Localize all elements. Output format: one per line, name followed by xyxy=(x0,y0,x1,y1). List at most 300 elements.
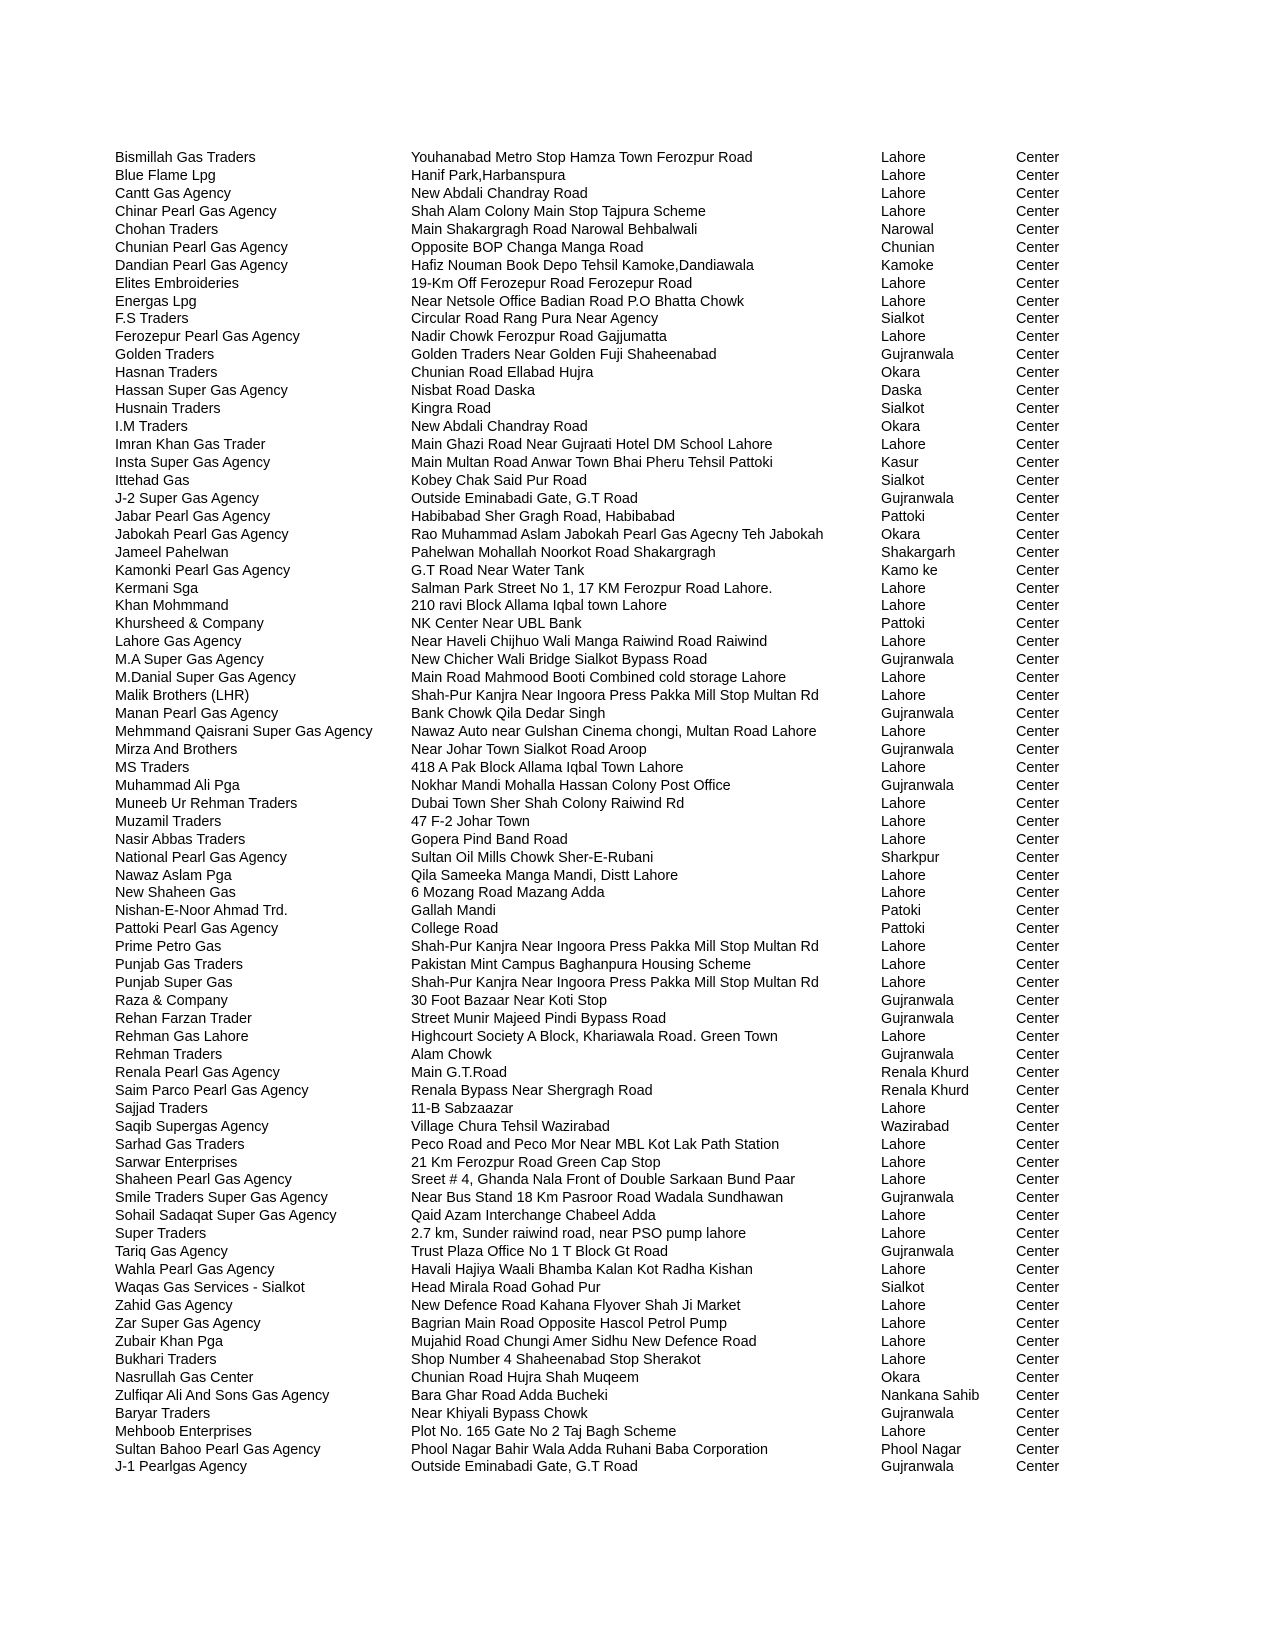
agency-name-cell: Kamonki Pearl Gas Agency xyxy=(115,562,291,579)
address-cell: Alam Chowk xyxy=(411,1046,492,1063)
address-cell: G.T Road Near Water Tank xyxy=(411,562,585,579)
region-cell: Center xyxy=(1016,921,1060,938)
city-cell: Gujranwala xyxy=(881,1244,954,1261)
city-cell: Gujranwala xyxy=(881,706,954,723)
table-row xyxy=(115,706,1115,724)
table-row xyxy=(115,670,1115,688)
city-cell: Lahore xyxy=(881,167,926,184)
address-cell: Main Road Mahmood Booti Combined cold storage Lahore xyxy=(411,670,787,687)
region-cell: Center xyxy=(1016,1369,1060,1386)
agency-name-cell: Punjab Super Gas xyxy=(115,975,233,992)
city-cell: Lahore xyxy=(881,1351,926,1368)
region-cell: Center xyxy=(1016,1351,1060,1368)
table-row xyxy=(115,1190,1115,1208)
table-row xyxy=(115,365,1115,383)
table-row xyxy=(115,1459,1115,1477)
agency-name-cell: M.Danial Super Gas Agency xyxy=(115,670,296,687)
city-cell: Gujranwala xyxy=(881,1405,954,1422)
address-cell: New Chicher Wali Bridge Sialkot Bypass Road xyxy=(411,652,708,669)
agency-name-cell: Husnain Traders xyxy=(115,401,221,418)
region-cell: Center xyxy=(1016,670,1060,687)
table-row xyxy=(115,903,1115,921)
agency-name-cell: Smile Traders Super Gas Agency xyxy=(115,1190,328,1207)
table-row xyxy=(115,527,1115,545)
city-cell: Gujranwala xyxy=(881,993,954,1010)
address-cell: New Abdali Chandray Road xyxy=(411,185,588,202)
city-cell: Lahore xyxy=(881,1298,926,1314)
city-cell: Lahore xyxy=(881,1136,926,1153)
city-cell: Lahore xyxy=(881,185,926,202)
region-cell: Center xyxy=(1016,1423,1060,1440)
region-cell: Center xyxy=(1016,777,1060,794)
address-cell: Nokhar Mandi Mohalla Hassan Colony Post Office xyxy=(411,777,731,794)
city-cell: Nankana Sahib xyxy=(881,1387,980,1404)
city-cell: Gujranwala xyxy=(881,1190,954,1207)
address-cell: Shah-Pur Kanjra Near Ingoora Press Pakka Mill Stop Multan Rd xyxy=(411,975,819,992)
table-row xyxy=(115,1101,1115,1119)
region-cell: Center xyxy=(1016,724,1060,740)
city-cell: Lahore xyxy=(881,203,926,220)
city-cell: Sialkot xyxy=(881,472,925,489)
table-row xyxy=(115,563,1115,581)
region-cell: Center xyxy=(1016,1387,1060,1404)
city-cell: Lahore xyxy=(881,580,926,597)
city-cell: Lahore xyxy=(881,975,926,992)
agency-name-cell: Rehman Gas Lahore xyxy=(115,1028,249,1045)
agency-name-cell: Rehman Traders xyxy=(115,1046,223,1063)
city-cell: Kamoke xyxy=(881,257,934,274)
city-cell: Okara xyxy=(881,419,921,436)
agency-name-cell: Rehan Farzan Trader xyxy=(115,1011,252,1027)
city-cell: Lahore xyxy=(881,1333,926,1350)
address-cell: Youhanabad Metro Stop Hamza Town Ferozpur Road xyxy=(411,150,753,166)
agency-name-cell: Raza & Company xyxy=(115,993,228,1010)
region-cell: Center xyxy=(1016,508,1060,525)
region-cell: Center xyxy=(1016,795,1060,812)
region-cell: Center xyxy=(1016,257,1060,274)
address-cell: Near Netsole Office Badian Road P.O Bhatta Chowk xyxy=(411,293,745,310)
address-cell: Rao Muhammad Aslam Jabokah Pearl Gas Agecny Teh Jabokah xyxy=(411,526,824,543)
agency-name-cell: Sarhad Gas Traders xyxy=(115,1136,245,1153)
region-cell: Center xyxy=(1016,544,1060,561)
city-cell: Renala Khurd xyxy=(881,1064,970,1081)
region-cell: Center xyxy=(1016,1118,1060,1135)
address-cell: Hafiz Nouman Book Depo Tehsil Kamoke,Dandiawala xyxy=(411,257,754,274)
agency-name-cell: Wahla Pearl Gas Agency xyxy=(115,1262,275,1279)
table-row xyxy=(115,688,1115,706)
region-cell: Center xyxy=(1016,616,1060,633)
table-row xyxy=(115,329,1115,347)
address-cell: Phool Nagar Bahir Wala Adda Ruhani Baba Corporation xyxy=(411,1441,769,1458)
address-cell: Plot No. 165 Gate No 2 Taj Bagh Scheme xyxy=(411,1423,677,1440)
city-cell: Lahore xyxy=(881,957,926,974)
address-cell: Pakistan Mint Campus Baghanpura Housing Scheme xyxy=(411,957,751,974)
table-row xyxy=(115,240,1115,258)
table-row xyxy=(115,276,1115,294)
agency-name-cell: Nishan-E-Noor Ahmad Trd. xyxy=(115,903,288,920)
address-cell: Hanif Park,Harbanspura xyxy=(411,167,566,184)
address-cell: Head Mirala Road Gohad Pur xyxy=(411,1280,601,1297)
agency-name-cell: Ittehad Gas xyxy=(115,472,190,489)
agency-name-cell: Pattoki Pearl Gas Agency xyxy=(115,921,279,938)
region-cell: Center xyxy=(1016,1064,1060,1081)
region-cell: Center xyxy=(1016,993,1060,1010)
address-cell: Qaid Azam Interchange Chabeel Adda xyxy=(411,1208,656,1225)
city-cell: Lahore xyxy=(881,1226,926,1243)
agency-name-cell: Cantt Gas Agency xyxy=(115,185,231,202)
agency-name-cell: Mehboob Enterprises xyxy=(115,1423,252,1440)
city-cell: Lahore xyxy=(881,1208,926,1225)
table-row xyxy=(115,1155,1115,1173)
agency-name-cell: Saim Parco Pearl Gas Agency xyxy=(115,1082,309,1099)
region-cell: Center xyxy=(1016,706,1060,723)
city-cell: Patoki xyxy=(881,903,921,920)
city-cell: Gujranwala xyxy=(881,1459,954,1476)
agency-name-cell: J-1 Pearlgas Agency xyxy=(115,1459,247,1476)
region-cell: Center xyxy=(1016,957,1060,974)
agency-name-cell: Renala Pearl Gas Agency xyxy=(115,1064,280,1081)
agency-name-cell: Bismillah Gas Traders xyxy=(115,150,256,166)
agency-name-cell: Chohan Traders xyxy=(115,221,219,238)
agency-name-cell: Hassan Super Gas Agency xyxy=(115,383,288,400)
city-cell: Lahore xyxy=(881,1028,926,1045)
region-cell: Center xyxy=(1016,383,1060,400)
table-row xyxy=(115,186,1115,204)
region-cell: Center xyxy=(1016,526,1060,543)
city-cell: Lahore xyxy=(881,1423,926,1440)
city-cell: Phool Nagar xyxy=(881,1441,961,1458)
table-row xyxy=(115,850,1115,868)
region-cell: Center xyxy=(1016,1100,1060,1117)
agency-name-cell: Jameel Pahelwan xyxy=(115,544,229,561)
address-cell: Golden Traders Near Golden Fuji Shaheenabad xyxy=(411,347,717,364)
agency-name-cell: Nasir Abbas Traders xyxy=(115,831,246,848)
city-cell: Daska xyxy=(881,383,922,400)
city-cell: Gujranwala xyxy=(881,652,954,669)
agency-name-cell: Manan Pearl Gas Agency xyxy=(115,706,279,723)
city-cell: Lahore xyxy=(881,795,926,812)
region-cell: Center xyxy=(1016,562,1060,579)
address-cell: Main Ghazi Road Near Gujraati Hotel DM School Lahore xyxy=(411,437,773,453)
address-cell: Dubai Town Sher Shah Colony Raiwind Rd xyxy=(411,795,685,812)
address-cell: Opposite BOP Changa Manga Road xyxy=(411,239,644,256)
address-cell: 30 Foot Bazaar Near Koti Stop xyxy=(411,993,607,1010)
address-cell: 2.7 km, Sunder raiwind road, near PSO pump lahore xyxy=(411,1226,747,1243)
city-cell: Sialkot xyxy=(881,1280,925,1297)
agency-name-cell: Sohail Sadaqat Super Gas Agency xyxy=(115,1208,337,1225)
table-row xyxy=(115,993,1115,1011)
region-cell: Center xyxy=(1016,1172,1060,1189)
city-cell: Sialkot xyxy=(881,311,925,328)
region-cell: Center xyxy=(1016,1082,1060,1099)
table-row xyxy=(115,383,1115,401)
agency-name-cell: Golden Traders xyxy=(115,347,215,364)
region-cell: Center xyxy=(1016,1262,1060,1279)
table-row xyxy=(115,1208,1115,1226)
region-cell: Center xyxy=(1016,903,1060,920)
address-cell: Gallah Mandi xyxy=(411,903,496,920)
city-cell: Lahore xyxy=(881,598,926,615)
agency-name-cell: M.A Super Gas Agency xyxy=(115,652,264,669)
city-cell: Pattoki xyxy=(881,508,925,525)
agency-name-cell: Khan Mohmmand xyxy=(115,598,229,615)
address-cell: 21 Km Ferozpur Road Green Cap Stop xyxy=(411,1154,661,1171)
region-cell: Center xyxy=(1016,167,1060,184)
city-cell: Gujranwala xyxy=(881,347,954,364)
address-cell: Habibabad Sher Gragh Road, Habibabad xyxy=(411,508,676,525)
table-row xyxy=(115,957,1115,975)
table-row xyxy=(115,652,1115,670)
agency-name-cell: Nasrullah Gas Center xyxy=(115,1369,254,1386)
city-cell: Lahore xyxy=(881,885,926,902)
address-cell: Sreet # 4, Ghanda Nala Front of Double Sarkaan Bund Paar xyxy=(411,1172,795,1189)
agency-name-cell: Super Traders xyxy=(115,1226,207,1243)
address-cell: Chunian Road Ellabad Hujra xyxy=(411,365,594,382)
agency-name-cell: Zubair Khan Pga xyxy=(115,1333,224,1350)
region-cell: Center xyxy=(1016,975,1060,992)
city-cell: Lahore xyxy=(881,670,926,687)
table-row xyxy=(115,1280,1115,1298)
region-cell: Center xyxy=(1016,759,1060,776)
address-cell: Nawaz Auto near Gulshan Cinema chongi, Multan Road Lahore xyxy=(411,724,817,740)
address-cell: Street Munir Majeed Pindi Bypass Road xyxy=(411,1011,667,1027)
address-cell: Pahelwan Mohallah Noorkot Road Shakargragh xyxy=(411,544,716,561)
agency-name-cell: Kermani Sga xyxy=(115,580,199,597)
agency-name-cell: Sajjad Traders xyxy=(115,1100,208,1117)
address-cell: NK Center Near UBL Bank xyxy=(411,616,582,633)
address-cell: Sultan Oil Mills Chowk Sher-E-Rubani xyxy=(411,849,654,866)
table-row xyxy=(115,616,1115,634)
agency-name-cell: Malik Brothers (LHR) xyxy=(115,688,250,705)
address-cell: Qila Sameeka Manga Mandi, Distt Lahore xyxy=(411,867,679,884)
city-cell: Wazirabad xyxy=(881,1118,950,1135)
region-cell: Center xyxy=(1016,652,1060,669)
agency-name-cell: Khursheed & Company xyxy=(115,616,264,633)
address-cell: Renala Bypass Near Shergragh Road xyxy=(411,1082,653,1099)
region-cell: Center xyxy=(1016,419,1060,436)
address-cell: 47 F-2 Johar Town xyxy=(411,813,530,830)
region-cell: Center xyxy=(1016,849,1060,866)
agency-name-cell: Jabokah Pearl Gas Agency xyxy=(115,526,289,543)
city-cell: Lahore xyxy=(881,293,926,310)
table-row xyxy=(115,885,1115,903)
table-row xyxy=(115,598,1115,616)
region-cell: Center xyxy=(1016,1315,1060,1332)
region-cell: Center xyxy=(1016,1011,1060,1027)
city-cell: Lahore xyxy=(881,939,926,956)
address-cell: 19-Km Off Ferozepur Road Ferozepur Road xyxy=(411,275,693,292)
table-row xyxy=(115,491,1115,509)
city-cell: Lahore xyxy=(881,1100,926,1117)
region-cell: Center xyxy=(1016,347,1060,364)
address-cell: Bagrian Main Road Opposite Hascol Petrol Pump xyxy=(411,1315,727,1332)
region-cell: Center xyxy=(1016,1405,1060,1422)
city-cell: Lahore xyxy=(881,1262,926,1279)
agency-name-cell: Jabar Pearl Gas Agency xyxy=(115,508,271,525)
city-cell: Lahore xyxy=(881,437,926,453)
address-cell: Trust Plaza Office No 1 T Block Gt Road xyxy=(411,1244,669,1261)
region-cell: Center xyxy=(1016,454,1060,471)
address-cell: Shah-Pur Kanjra Near Ingoora Press Pakka Mill Stop Multan Rd xyxy=(411,688,819,705)
address-cell: Shah-Pur Kanjra Near Ingoora Press Pakka Mill Stop Multan Rd xyxy=(411,939,819,956)
agency-name-cell: Prime Petro Gas xyxy=(115,939,222,956)
table-row xyxy=(115,760,1115,778)
agency-name-cell: Imran Khan Gas Trader xyxy=(115,437,266,453)
agency-name-cell: Hasnan Traders xyxy=(115,365,218,382)
city-cell: Lahore xyxy=(881,1172,926,1189)
agency-name-cell: Chunian Pearl Gas Agency xyxy=(115,239,288,256)
table-row xyxy=(115,1047,1115,1065)
address-cell: Near Johar Town Sialkot Road Aroop xyxy=(411,741,647,758)
address-cell: Kingra Road xyxy=(411,401,491,418)
address-cell: 418 A Pak Block Allama Iqbal Town Lahore xyxy=(411,759,684,776)
address-cell: Circular Road Rang Pura Near Agency xyxy=(411,311,659,328)
agency-name-cell: J-2 Super Gas Agency xyxy=(115,490,259,507)
table-row xyxy=(115,1029,1115,1047)
agency-name-cell: Insta Super Gas Agency xyxy=(115,454,271,471)
agency-name-cell: Baryar Traders xyxy=(115,1405,211,1422)
region-cell: Center xyxy=(1016,1441,1060,1458)
agency-name-cell: Tariq Gas Agency xyxy=(115,1244,228,1261)
agency-name-cell: F.S Traders xyxy=(115,311,189,328)
table-row xyxy=(115,975,1115,993)
address-cell: Outside Eminabadi Gate, G.T Road xyxy=(411,490,638,507)
agency-name-cell: Blue Flame Lpg xyxy=(115,167,216,184)
table-row xyxy=(115,796,1115,814)
region-cell: Center xyxy=(1016,741,1060,758)
region-cell: Center xyxy=(1016,1136,1060,1153)
region-cell: Center xyxy=(1016,1280,1060,1297)
table-row xyxy=(115,1334,1115,1352)
table-row xyxy=(115,168,1115,186)
region-cell: Center xyxy=(1016,813,1060,830)
city-cell: Gujranwala xyxy=(881,1046,954,1063)
table-row xyxy=(115,347,1115,365)
table-row xyxy=(115,545,1115,563)
table-row xyxy=(115,1083,1115,1101)
address-cell: Main G.T.Road xyxy=(411,1064,507,1081)
region-cell: Center xyxy=(1016,634,1060,651)
agency-name-cell: I.M Traders xyxy=(115,419,188,436)
region-cell: Center xyxy=(1016,1298,1060,1314)
city-cell: Okara xyxy=(881,365,921,382)
address-cell: Village Chura Tehsil Wazirabad xyxy=(411,1118,610,1135)
address-cell: Bara Ghar Road Adda Bucheki xyxy=(411,1387,608,1404)
city-cell: Lahore xyxy=(881,634,926,651)
table-row xyxy=(115,401,1115,419)
table-row xyxy=(115,258,1115,276)
city-cell: Gujranwala xyxy=(881,741,954,758)
table-row xyxy=(115,1388,1115,1406)
region-cell: Center xyxy=(1016,1154,1060,1171)
region-cell: Center xyxy=(1016,1028,1060,1045)
table-row xyxy=(115,1298,1115,1316)
agency-name-cell: Nawaz Aslam Pga xyxy=(115,867,232,884)
table-row xyxy=(115,1065,1115,1083)
address-cell: Peco Road and Peco Mor Near MBL Kot Lak Path Station xyxy=(411,1136,780,1153)
table-row xyxy=(115,581,1115,599)
agency-name-cell: Mirza And Brothers xyxy=(115,741,238,758)
region-cell: Center xyxy=(1016,311,1060,328)
region-cell: Center xyxy=(1016,1208,1060,1225)
city-cell: Lahore xyxy=(881,688,926,705)
table-row xyxy=(115,204,1115,222)
region-cell: Center xyxy=(1016,1333,1060,1350)
city-cell: Gujranwala xyxy=(881,490,954,507)
agency-name-cell: Shaheen Pearl Gas Agency xyxy=(115,1172,292,1189)
address-cell: Salman Park Street No 1, 17 KM Ferozpur Road Lahore. xyxy=(411,580,773,597)
table-row xyxy=(115,1406,1115,1424)
city-cell: Kasur xyxy=(881,454,919,471)
region-cell: Center xyxy=(1016,203,1060,220)
table-row xyxy=(115,1424,1115,1442)
table-row xyxy=(115,742,1115,760)
address-cell: Shop Number 4 Shaheenabad Stop Sherakot xyxy=(411,1351,701,1368)
address-cell: New Abdali Chandray Road xyxy=(411,419,588,436)
agency-name-cell: Energas Lpg xyxy=(115,293,197,310)
table-row xyxy=(115,939,1115,957)
region-cell: Center xyxy=(1016,1046,1060,1063)
table-row xyxy=(115,437,1115,455)
city-cell: Lahore xyxy=(881,150,926,166)
city-cell: Lahore xyxy=(881,1315,926,1332)
address-cell: Outside Eminabadi Gate, G.T Road xyxy=(411,1459,638,1476)
agency-table xyxy=(115,150,1115,1477)
address-cell: Nisbat Road Daska xyxy=(411,383,535,400)
region-cell: Center xyxy=(1016,939,1060,956)
table-row xyxy=(115,455,1115,473)
agency-name-cell: Mehmmand Qaisrani Super Gas Agency xyxy=(115,724,373,740)
address-cell: College Road xyxy=(411,921,499,938)
agency-name-cell: Ferozepur Pearl Gas Agency xyxy=(115,329,300,346)
address-cell: Nadir Chowk Ferozpur Road Gajjumatta xyxy=(411,329,667,346)
city-cell: Lahore xyxy=(881,1154,926,1171)
address-cell: Main Multan Road Anwar Town Bhai Pheru Tehsil Pattoki xyxy=(411,454,773,471)
agency-name-cell: Dandian Pearl Gas Agency xyxy=(115,257,288,274)
address-cell: 11-B Sabzaazar xyxy=(411,1100,514,1117)
city-cell: Shakargarh xyxy=(881,544,956,561)
city-cell: Pattoki xyxy=(881,921,925,938)
table-row xyxy=(115,1172,1115,1190)
city-cell: Chunian xyxy=(881,239,935,256)
city-cell: Lahore xyxy=(881,275,926,292)
region-cell: Center xyxy=(1016,150,1060,166)
table-row xyxy=(115,832,1115,850)
table-row xyxy=(115,1137,1115,1155)
city-cell: Lahore xyxy=(881,759,926,776)
address-cell: Near Khiyali Bypass Chowk xyxy=(411,1405,588,1422)
table-row xyxy=(115,1011,1115,1029)
region-cell: Center xyxy=(1016,437,1060,453)
agency-name-cell: Muzamil Traders xyxy=(115,813,222,830)
city-cell: Renala Khurd xyxy=(881,1082,970,1099)
city-cell: Lahore xyxy=(881,724,926,740)
agency-name-cell: Zahid Gas Agency xyxy=(115,1298,233,1314)
city-cell: Sialkot xyxy=(881,401,925,418)
address-cell: Bank Chowk Qila Dedar Singh xyxy=(411,706,606,723)
city-cell: Lahore xyxy=(881,831,926,848)
city-cell: Lahore xyxy=(881,867,926,884)
city-cell: Narowal xyxy=(881,221,934,238)
city-cell: Okara xyxy=(881,1369,921,1386)
table-row xyxy=(115,1244,1115,1262)
region-cell: Center xyxy=(1016,598,1060,615)
region-cell: Center xyxy=(1016,365,1060,382)
address-cell: Near Bus Stand 18 Km Pasroor Road Wadala Sundhawan xyxy=(411,1190,784,1207)
address-cell: Havali Hajiya Waali Bhamba Kalan Kot Radha Kishan xyxy=(411,1262,753,1279)
agency-name-cell: National Pearl Gas Agency xyxy=(115,849,287,866)
table-row xyxy=(115,1226,1115,1244)
